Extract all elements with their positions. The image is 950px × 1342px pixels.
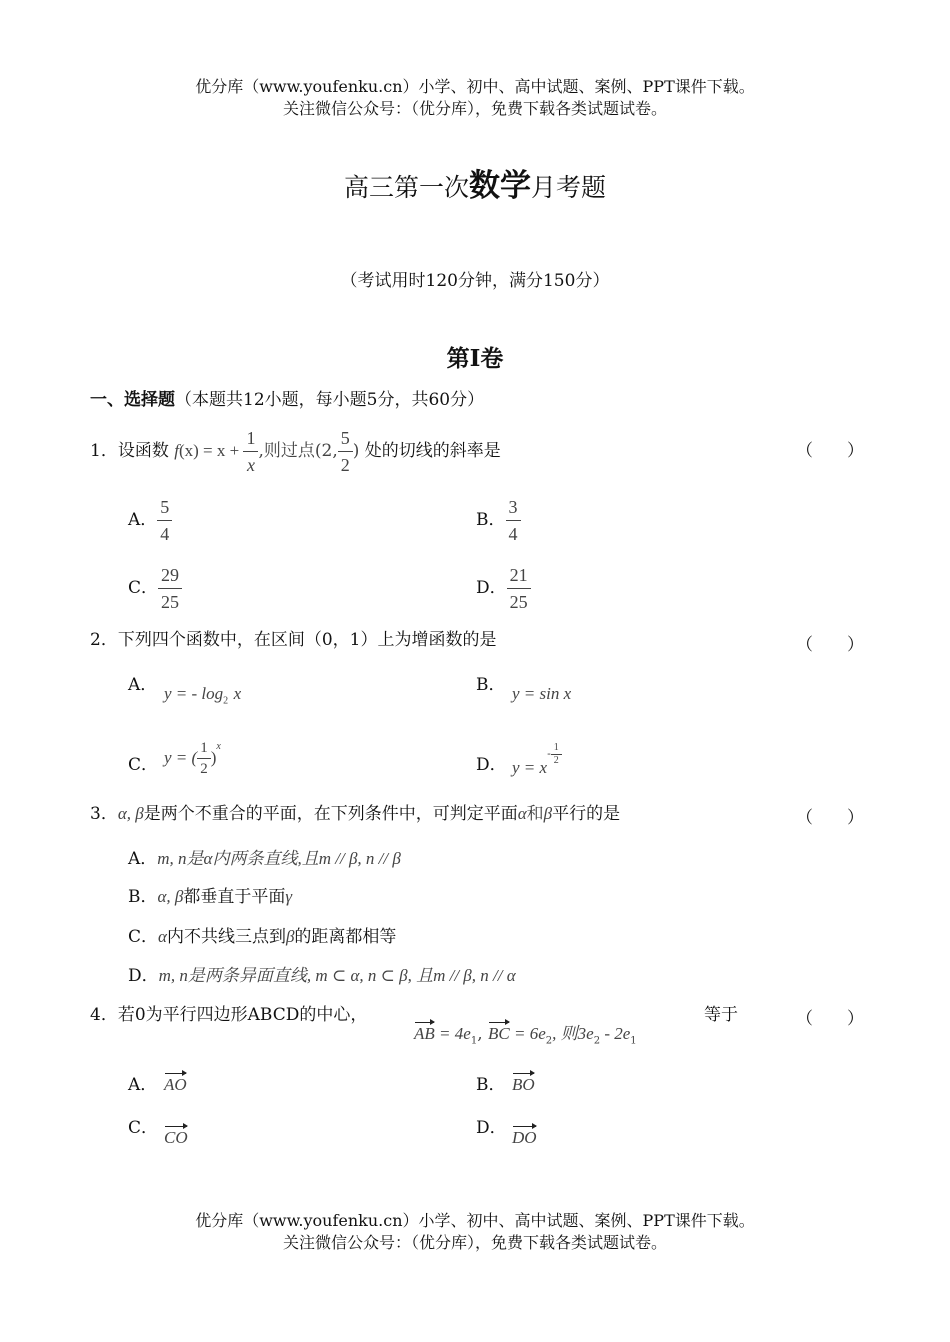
q4-option-c[interactable]: [164, 1128, 188, 1148]
q3-option-b[interactable]: [128, 882, 292, 907]
q4-c-vec: CO: [164, 1128, 188, 1147]
q4-option-a-label[interactable]: A．: [128, 1075, 158, 1095]
q3-c-label: C．: [128, 927, 159, 947]
q1-a-n: 5: [157, 494, 172, 521]
q4-vec-ab: AB: [414, 1024, 435, 1043]
q2-option-a[interactable]: [164, 684, 241, 706]
q1-b-label: B．: [476, 510, 506, 530]
q4-d-vec: DO: [512, 1128, 537, 1147]
q3-text2: 平行的是: [552, 804, 621, 824]
q4-minus: - 2e: [600, 1024, 631, 1043]
q1-post: 处的切线的斜率是: [364, 441, 501, 461]
q4-s4: 1: [630, 1035, 637, 1047]
q3-b-label: B．: [128, 887, 158, 907]
question-2: [90, 628, 496, 652]
q2-d-sn: 1: [551, 742, 562, 755]
q4-eq2: = 6e: [509, 1024, 546, 1043]
header-line-1: 优分库（www.youfenku.cn）小学、初中、高中试题、案例、PPT课件下载。: [195, 77, 755, 96]
q2-c-post: ): [210, 748, 217, 767]
q4-option-a[interactable]: [164, 1075, 187, 1095]
q4-s3: 2: [593, 1035, 601, 1047]
q3-and: 和: [526, 804, 544, 824]
header-line-2: 关注微信公众号：（优分库），免费下载各类试题试卷。: [282, 99, 667, 118]
q3-a-label: A．: [128, 849, 158, 869]
q1-b-frac: [506, 494, 521, 547]
q4-b-vec: BO: [512, 1075, 535, 1094]
q2-option-b-label[interactable]: B．: [476, 675, 506, 695]
q4-option-d-label[interactable]: D．: [476, 1118, 507, 1138]
footer-banner: [0, 1210, 950, 1254]
q1-close: ): [352, 441, 360, 461]
title-pre: 高三第一次: [343, 173, 469, 202]
question-4: [90, 1003, 367, 1027]
q2-a-expr: y = - log: [164, 684, 224, 703]
answer-paren-3[interactable]: （ ）: [796, 808, 864, 828]
q2-c-frac: [197, 738, 211, 779]
q3-text1: 是两个不重合的平面，在下列条件中，可判定平面: [143, 804, 518, 824]
q2-d-sup: -: [547, 747, 551, 760]
exam-info: （考试用时120分钟，满分150分）: [340, 271, 610, 291]
q3-d-label: D．: [128, 966, 159, 986]
q2-c-n: 1: [197, 738, 211, 759]
q1-option-b[interactable]: [476, 494, 521, 547]
part-heading: 第Ⅰ卷: [446, 345, 504, 372]
q4-option-d[interactable]: [512, 1128, 537, 1148]
q4-vec-bc: BC: [488, 1024, 510, 1043]
q2-d-expr: y = x: [512, 758, 548, 777]
q2-option-c-label[interactable]: C．: [128, 755, 159, 775]
q3-option-c[interactable]: [128, 922, 396, 947]
q2-c-sup: x: [216, 741, 221, 752]
answer-paren-1[interactable]: （ ）: [796, 441, 864, 461]
q1-d-frac: [507, 562, 531, 615]
q1-option-a[interactable]: [128, 494, 172, 547]
section-label: 一、选择题: [90, 390, 175, 410]
q1-c-d: 25: [161, 592, 180, 612]
q2-text: 下列四个函数中，在区间（0，1）上为增函数的是: [117, 630, 497, 650]
q2-option-d-label[interactable]: D．: [476, 755, 507, 775]
q3-b-vars: α, β: [157, 887, 184, 906]
question-3: [90, 802, 620, 826]
q3-option-d[interactable]: [128, 961, 516, 986]
q1-option-c[interactable]: [128, 562, 182, 615]
q1-pre: 设函数: [117, 441, 169, 461]
q1-point-frac: [338, 425, 353, 478]
footer-line-2: 关注微信公众号：（优分库），免费下载各类试题试卷。: [282, 1233, 667, 1252]
q1-d-n: 21: [507, 562, 531, 589]
q2-option-b[interactable]: y = sin x: [512, 684, 572, 703]
q3-c-beta: β: [285, 927, 295, 946]
question-1: [90, 425, 501, 478]
section-heading: [90, 385, 484, 410]
q1-fx: f: [174, 441, 179, 460]
q1-a-label: A．: [128, 510, 158, 530]
section-note: （本题共12小题，每小题5分，共60分）: [175, 390, 485, 410]
q3-alpha: α: [517, 804, 527, 823]
q1-a-frac: [157, 494, 172, 547]
q1-point-d: 2: [340, 455, 350, 475]
q3-a-text: m, n是α内两条直线,且m // β, n // β: [157, 849, 401, 868]
q1-frac-n: 1: [243, 425, 258, 452]
q4-s2: 2: [545, 1035, 553, 1047]
q4-option-b-label[interactable]: B．: [476, 1075, 506, 1095]
q2-option-a-label[interactable]: A．: [128, 675, 158, 695]
q1-number: 1．: [90, 441, 118, 461]
q3-number: 3．: [90, 804, 118, 824]
q3-beta: β: [543, 804, 553, 823]
q1-mid: ,则过点(2,: [258, 441, 338, 461]
q4-eq1: = 4e: [434, 1024, 471, 1043]
q1-b-d: 4: [508, 524, 518, 544]
q4-comma: ,: [477, 1024, 488, 1044]
q1-frac-d: x: [246, 455, 255, 475]
q4-option-b[interactable]: [512, 1075, 535, 1095]
page-title: [0, 160, 950, 205]
q1-b-n: 3: [506, 494, 521, 521]
q2-number: 2．: [90, 630, 118, 650]
q2-c-d: 2: [200, 761, 208, 777]
q3-c-text: 内不共线三点到: [166, 927, 286, 947]
answer-paren-4[interactable]: （ ）: [796, 1009, 864, 1029]
title-post: 月考题: [531, 173, 607, 202]
q1-d-label: D．: [476, 578, 507, 598]
q4-option-c-label[interactable]: C．: [128, 1118, 159, 1138]
q4-s1: 1: [470, 1035, 478, 1047]
q3-b-gamma: γ: [285, 887, 293, 906]
q4-a-vec: AO: [164, 1075, 187, 1094]
q4-expression: [414, 1019, 637, 1046]
q3-vars: α, β: [117, 804, 144, 823]
q2-option-d[interactable]: [512, 742, 562, 778]
q4-then: , 则3e: [552, 1024, 594, 1043]
q3-d-text: m, n是两条异面直线, m ⊂ α, n ⊂ β, 且m // β, n // α: [158, 966, 516, 985]
q3-c-text2: 的距离都相等: [294, 927, 397, 947]
q3-b-text: 都垂直于平面: [183, 887, 286, 907]
q3-c-alpha: α: [158, 927, 167, 946]
q2-c-pre: y = (: [164, 748, 198, 767]
q4-text: 若0为平行四边形ABCD的中心，: [117, 1005, 368, 1025]
answer-paren-2[interactable]: （ ）: [796, 635, 864, 655]
header-banner: [0, 76, 950, 120]
q1-xarg: (x): [178, 441, 199, 460]
q2-a-sub: 2: [223, 695, 229, 707]
q1-c-label: C．: [128, 578, 159, 598]
q4-number: 4．: [90, 1005, 118, 1025]
q1-d-d: 25: [509, 592, 528, 612]
q1-eq: = x +: [198, 441, 244, 460]
q2-a-var: x: [233, 684, 242, 703]
q1-point-n: 5: [338, 425, 353, 452]
q3-option-a[interactable]: [128, 844, 401, 869]
footer-line-1: 优分库（www.youfenku.cn）小学、初中、高中试题、案例、PPT课件下载。: [195, 1211, 755, 1230]
q1-c-n: 29: [158, 562, 182, 589]
q1-c-frac: [158, 562, 182, 615]
q2-d-sd: 2: [553, 755, 559, 766]
q2-option-c[interactable]: [164, 738, 221, 779]
q2-d-frac: [551, 742, 562, 767]
q4-post: 等于: [704, 1005, 738, 1025]
title-big: 数学: [469, 168, 531, 204]
q1-option-d[interactable]: [476, 562, 531, 615]
q1-frac: [243, 425, 258, 478]
q1-a-d: 4: [160, 524, 170, 544]
